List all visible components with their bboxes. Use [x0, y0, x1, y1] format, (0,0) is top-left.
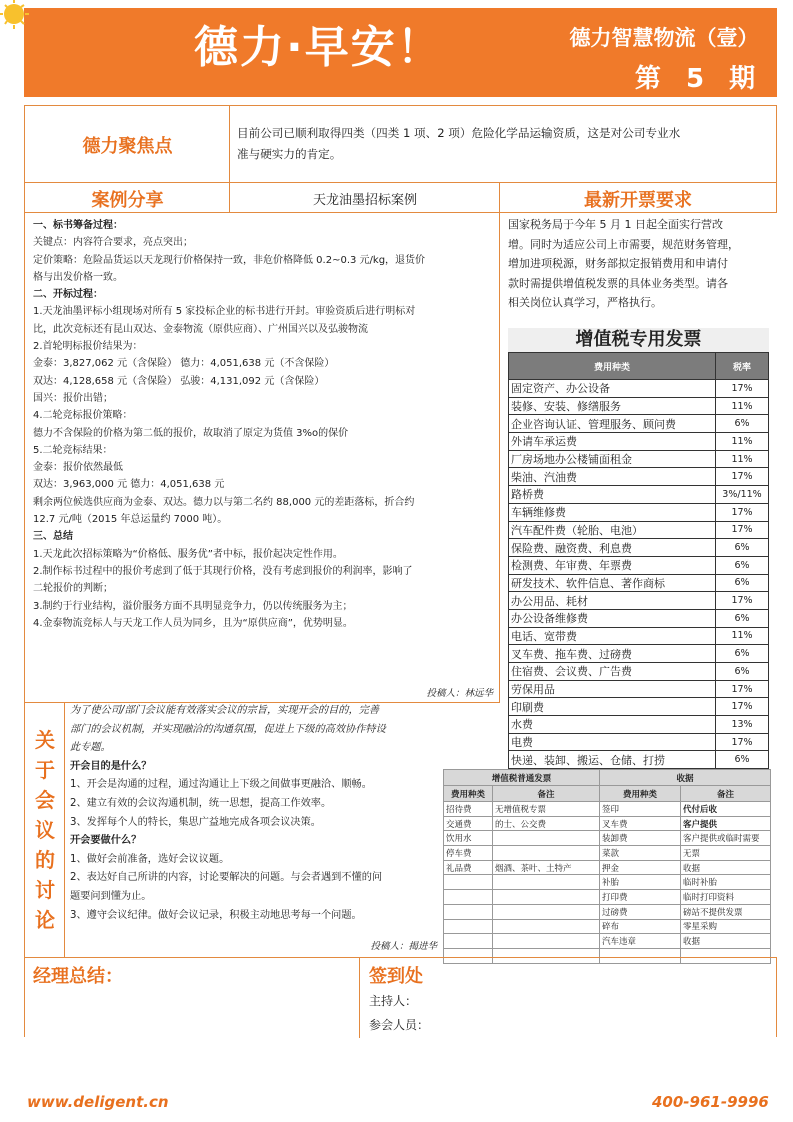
manager-summary-label: 经理总结：: [33, 966, 123, 987]
meeting-intro-line: 部门的会议机制，并实现融洽的沟通氛围，促进上下级的高效协作特设: [70, 723, 386, 735]
manager-summary-box: [25, 958, 360, 1038]
general-note-cell: 的士、公交费: [493, 816, 600, 831]
general-receipt-row: [444, 802, 771, 817]
vat-row: [509, 503, 769, 521]
receipt-type-cell: 打印费: [600, 890, 681, 905]
vat-table: [508, 352, 769, 769]
vat-row: [509, 680, 769, 698]
receipt-type-cell: 碎布: [600, 919, 681, 934]
series-name: 德力智慧物流（壹）: [569, 26, 759, 50]
general-receipt-row: [444, 846, 771, 861]
general-type-cell: 礼品费: [444, 860, 493, 875]
vat-row: [509, 521, 769, 539]
general-type-cell: 招待费: [444, 802, 493, 817]
case-line: 金泰：3,827,062 元（含保险） 德力：4,051,638 元（不含保险）: [33, 358, 335, 370]
case-line: 双达：4,128,658 元（含保险） 弘骏：4,131,092 元（含保险）: [33, 375, 325, 387]
receipt-type-cell: 叉车费: [600, 816, 681, 831]
meeting-section: [24, 703, 443, 957]
vat-type-cell: 厂房场地办公楼铺面租金: [509, 450, 716, 468]
website-link[interactable]: www.deligent.cn: [27, 1093, 169, 1111]
vat-rate-cell: 6%: [716, 645, 769, 663]
general-type-cell: 停车费: [444, 846, 493, 861]
focus-label-cell: [25, 106, 230, 182]
meeting-line: 1、开会是沟通的过程，通过沟通让上下级之间做事更融洽、顺畅。: [70, 779, 372, 791]
notice-line: 相关岗位认真学习，严格执行。: [508, 296, 662, 310]
meeting-side-label: [25, 703, 65, 957]
receipt-col-type: 费用种类: [600, 786, 681, 802]
header-banner: [24, 8, 777, 97]
vat-type-cell: 固定资产、办公设备: [509, 380, 716, 398]
meeting-line: 题要问到懂为止。: [70, 890, 152, 902]
meeting-side-char: 议: [35, 818, 55, 842]
vat-row: [509, 716, 769, 734]
case-line: 金泰：报价依然最低: [33, 462, 123, 474]
meeting-content: [70, 702, 442, 925]
vat-type-cell: 电话、宽带费: [509, 627, 716, 645]
case-author: 投稿人：林远华: [426, 688, 493, 699]
sun-icon: [0, 0, 60, 60]
meeting-line: 1、做好会前准备，选好会议议题。: [70, 853, 230, 865]
general-type-cell: 交通费: [444, 816, 493, 831]
case-line: 5.二轮竞标结果：: [33, 444, 113, 456]
general-note-cell: [493, 890, 600, 905]
meeting-line: 3、发挥每个人的特长，集思广益地完成各项会议决策。: [70, 816, 321, 828]
receipt-note-cell: 磅站不提供发票: [681, 904, 771, 919]
general-note-cell: [493, 934, 600, 949]
case-content: [33, 217, 495, 632]
vat-rate-cell: 13%: [716, 716, 769, 734]
receipt-type-cell: 汽车违章: [600, 934, 681, 949]
general-note-cell: [493, 831, 600, 846]
receipt-note-cell: 代付后收: [681, 802, 771, 817]
receipt-note-cell: 客户提供: [681, 816, 771, 831]
case-title-cell: [230, 183, 500, 212]
section-title-row: [24, 183, 777, 213]
general-receipt-block: [443, 769, 771, 964]
vat-row: [509, 380, 769, 398]
phone-number: 400-961-9996: [652, 1093, 769, 1111]
case-line: 比，此次竞标还有昆山双达、金泰物流（原供应商）、广州国兴以及弘骏物流: [33, 323, 368, 335]
general-receipt-row: [444, 934, 771, 949]
meeting-line: 2、建立有效的会议沟通机制，统一思想，提高工作效率。: [70, 797, 332, 809]
invoice-requirements-label: 最新开票要求: [584, 190, 692, 211]
receipt-note-cell: 收据: [681, 860, 771, 875]
vat-row: [509, 415, 769, 433]
vat-rate-cell: 17%: [716, 592, 769, 610]
general-type-cell: [444, 890, 493, 905]
meeting-subheading: 开会目的是什么？: [70, 760, 152, 772]
vat-rate-cell: 17%: [716, 680, 769, 698]
case-line: 1.天龙此次招标策略为“价格低、服务优”者中标，报价起决定性作用。: [33, 548, 343, 560]
vat-row: [509, 663, 769, 681]
general-note-cell: [493, 919, 600, 934]
focus-line: 准与硬实力的肯定。: [237, 147, 342, 161]
general-note-cell: 无增值税专票: [493, 802, 600, 817]
case-line: 4.金泰物流竞标人与天龙工作人员为同乡，且为“原供应商”，优势明显。: [33, 617, 353, 629]
vat-type-cell: 车辆维修费: [509, 503, 716, 521]
general-receipt-row: [444, 816, 771, 831]
receipt-type-cell: 签印: [600, 802, 681, 817]
receipt-note-cell: 收据: [681, 934, 771, 949]
vat-rate-cell: 6%: [716, 751, 769, 769]
general-receipt-table: [443, 769, 771, 964]
vat-type-cell: 外请车承运费: [509, 433, 716, 451]
vat-type-cell: 汽车配件费（轮胎、电池）: [509, 521, 716, 539]
receipt-type-cell: 押金: [600, 860, 681, 875]
receipt-type-cell: 补胎: [600, 875, 681, 890]
vat-type-cell: 企业咨询认证、管理服务、顾问费: [509, 415, 716, 433]
general-type-cell: [444, 904, 493, 919]
page-title: 德力·早安！: [194, 22, 443, 73]
vat-title: 增值税专用发票: [508, 328, 769, 352]
general-receipt-row: [444, 831, 771, 846]
vat-rate-cell: 17%: [716, 733, 769, 751]
vat-rate-cell: 11%: [716, 627, 769, 645]
vat-rate-cell: 17%: [716, 521, 769, 539]
vat-type-cell: 检测费、年审费、年票费: [509, 556, 716, 574]
host-label: 主持人：: [369, 994, 418, 1008]
notice-line: 增加进项税源，财务部拟定报销费用和申请付: [508, 257, 728, 271]
case-line: 2.制作标书过程中的报价考虑到了低于其现行价格，没有考虑到报价的利润率，影响了: [33, 565, 413, 577]
receipt-type-cell: 过磅费: [600, 904, 681, 919]
vat-row: [509, 733, 769, 751]
vat-type-cell: 装修、安装、修缮服务: [509, 397, 716, 415]
focus-text: [237, 123, 772, 165]
vat-type-cell: 住宿费、会议费、广告费: [509, 663, 716, 681]
vat-rate-cell: 17%: [716, 468, 769, 486]
meeting-intro-line: 为了使公司/部门会议能有效落实会议的宗旨，实现开会的目的，完善: [70, 705, 380, 716]
meeting-side-char: 关: [35, 728, 55, 752]
vat-row: [509, 609, 769, 627]
case-label-cell: [25, 183, 230, 212]
issue-number: 第 5 期: [634, 64, 764, 94]
focus-line: 目前公司已顺利取得四类（四类 1 项、2 项）危险化学品运输资质，这是对公司专业水: [237, 126, 681, 140]
vat-type-cell: 劳保用品: [509, 680, 716, 698]
meeting-side-char: 会: [35, 788, 55, 812]
receipt-note-cell: 零星采购: [681, 919, 771, 934]
vat-rate-cell: 6%: [716, 556, 769, 574]
vat-type-cell: 办公用品、耗材: [509, 592, 716, 610]
general-note-cell: 烟酒、茶叶、土特产: [493, 860, 600, 875]
case-panel: [24, 213, 500, 703]
vat-type-cell: 水费: [509, 716, 716, 734]
vat-rate-cell: 17%: [716, 380, 769, 398]
vat-row: [509, 397, 769, 415]
vat-row: [509, 698, 769, 716]
case-share-label: 案例分享: [91, 190, 164, 211]
vat-type-cell: 办公设备维修费: [509, 609, 716, 627]
case-section-heading: 三、总结: [33, 531, 73, 543]
vat-rate-cell: 6%: [716, 415, 769, 433]
vat-type-cell: 路桥费: [509, 486, 716, 504]
general-type-cell: 饮用水: [444, 831, 493, 846]
vat-row: [509, 592, 769, 610]
vat-row: [509, 468, 769, 486]
vat-row: [509, 539, 769, 557]
vat-row: [509, 556, 769, 574]
receipt-type-cell: 菜款: [600, 846, 681, 861]
general-note-cell: [493, 904, 600, 919]
general-type-cell: [444, 934, 493, 949]
general-receipt-row: [444, 890, 771, 905]
general-col-type: 费用种类: [444, 786, 493, 802]
meeting-intro-line: 此专题。: [70, 742, 111, 754]
general-type-cell: [444, 875, 493, 890]
notice-line: 国家税务局于今年 5 月 1 日起全面实行营改: [508, 218, 723, 231]
vat-header-row: [509, 353, 769, 380]
vat-rate-cell: 6%: [716, 663, 769, 681]
vat-type-cell: 快递、装卸、搬运、仓储、打捞: [509, 751, 716, 769]
vat-type-cell: 柴油、汽油费: [509, 468, 716, 486]
case-line: 剩余两位候选供应商为金泰、双达。德力以与第二名约 88,000 元的差距落标，折合约: [33, 496, 415, 508]
general-invoice-title: 增值税普通发票: [444, 770, 600, 786]
vat-rate-cell: 3%/11%: [716, 486, 769, 504]
invoice-notice: [508, 215, 773, 313]
receipt-col-note: 备注: [681, 786, 771, 802]
case-line: 1.天龙油墨评标小组现场对所有 5 家投标企业的标书进行开封。审验资质后进行明标对: [33, 306, 416, 318]
vat-row: [509, 450, 769, 468]
meeting-side-char: 论: [35, 908, 55, 932]
vat-rate-cell: 17%: [716, 503, 769, 521]
notice-line: 增。同时为适应公司上市需要，规范财务管理，: [508, 237, 739, 251]
vat-type-cell: 印刷费: [509, 698, 716, 716]
vat-row: [509, 574, 769, 592]
general-note-cell: [493, 875, 600, 890]
vat-rate-cell: 11%: [716, 397, 769, 415]
vat-row: [509, 433, 769, 451]
case-line: 二轮报价的判断；: [33, 583, 113, 595]
vat-type-cell: 研发技术、软件信息、著作商标: [509, 574, 716, 592]
vat-col-type: 费用种类: [509, 353, 716, 380]
notice-line: 款时需提供增值税发票的具体业务类型。请各: [508, 276, 728, 290]
receipt-note-cell: 临时补胎: [681, 875, 771, 890]
vat-type-cell: 叉车费、拖车费、过磅费: [509, 645, 716, 663]
case-line: 双达：3,963,000 元 德力：4,051,638 元: [33, 479, 225, 491]
focus-section: [24, 105, 777, 183]
signin-label: 签到处: [369, 966, 423, 987]
receipt-type-cell: 装卸费: [600, 831, 681, 846]
vat-row: [509, 627, 769, 645]
general-receipt-row: [444, 875, 771, 890]
vat-rate-cell: 17%: [716, 698, 769, 716]
general-receipt-row: [444, 860, 771, 875]
vat-row: [509, 645, 769, 663]
case-line: 12.7 元/吨（2015 年总运量约 7000 吨）。: [33, 514, 228, 526]
general-note-cell: [493, 846, 600, 861]
meeting-side-char: 于: [35, 758, 55, 782]
general-receipt-row: [444, 919, 771, 934]
case-line: 2.首轮明标报价结果为：: [33, 341, 143, 353]
vat-rate-cell: 11%: [716, 450, 769, 468]
focus-label: 德力聚焦点: [82, 136, 173, 157]
case-line: 国兴：报价出错；: [33, 392, 113, 404]
vat-invoice-block: [508, 328, 769, 769]
general-type-cell: [444, 919, 493, 934]
vat-rate-cell: 6%: [716, 574, 769, 592]
vat-rate-cell: 11%: [716, 433, 769, 451]
vat-rate-cell: 6%: [716, 609, 769, 627]
receipt-note-cell: 无票: [681, 846, 771, 861]
meeting-line: 3、遵守会议纪律。做好会议记录，积极主动地思考每一个问题。: [70, 909, 362, 921]
general-receipt-row: [444, 904, 771, 919]
meeting-side-char: 的: [35, 848, 55, 872]
meeting-line: 2、表达好自己所讲的内容，讨论要解决的问题。与会者遇到不懂的问: [70, 872, 383, 884]
case-title: 天龙油墨招标案例: [312, 193, 417, 208]
vat-rate-cell: 6%: [716, 539, 769, 557]
case-section-heading: 一、标书筹备过程：: [33, 220, 123, 231]
vat-col-rate: 税率: [716, 353, 769, 380]
case-line: 3.制约于行业结构，溢价服务方面不具明显竞争力，仍以传统服务为主；: [33, 600, 353, 612]
signoff-section: [24, 957, 777, 1037]
receipt-note-cell: 客户提供或临时需要: [681, 831, 771, 846]
case-line: 格与出发价格一致。: [33, 271, 123, 283]
case-line: 关键点：内容符合要求，亮点突出；: [33, 237, 193, 249]
meeting-side-char: 讨: [35, 878, 55, 902]
meeting-subheading: 开会要做什么？: [70, 835, 142, 847]
case-section-heading: 二、开标过程：: [33, 289, 103, 301]
vat-row: [509, 751, 769, 769]
case-line: 德力不含保险的价格为第二低的报价，故取消了原定为货值 3%o的保价: [33, 427, 349, 439]
general-col-note: 备注: [493, 786, 600, 802]
vat-type-cell: 保险费、融资费、利息费: [509, 539, 716, 557]
receipt-note-cell: 临时打印资料: [681, 890, 771, 905]
attendees-label: 参会人员：: [369, 1018, 430, 1032]
receipt-title: 收据: [600, 770, 771, 786]
meeting-author: 投稿人：揭进华: [370, 941, 437, 952]
case-line: 4.二轮竞标报价策略：: [33, 410, 133, 422]
vat-row: [509, 486, 769, 504]
vat-type-cell: 电费: [509, 733, 716, 751]
case-line: 定价策略：危险品货运以天龙现行价格保持一致，非危价格降低 0.2~0.3 元/kg，退货价: [33, 254, 426, 266]
